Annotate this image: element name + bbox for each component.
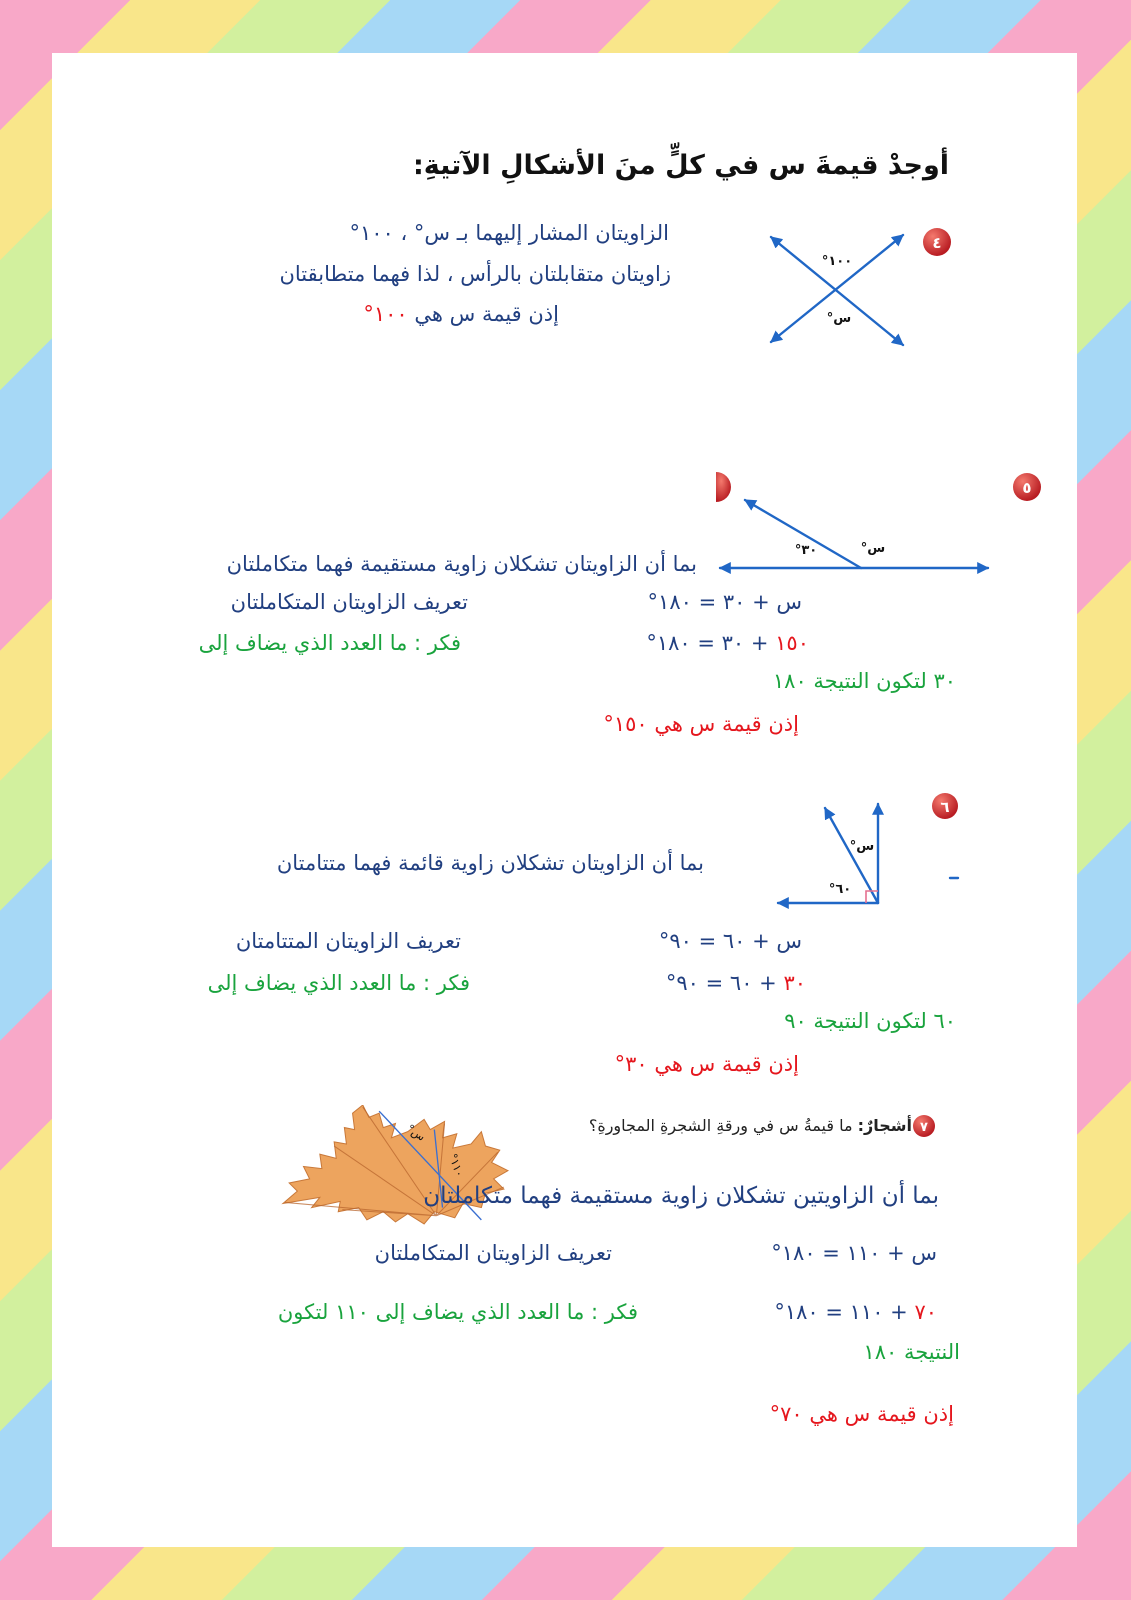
- solution-rest: + ٣٠ = ١٨٠°: [646, 631, 776, 655]
- problem-5-badge: [1013, 473, 1041, 501]
- angle-given-label: ٣٠°: [794, 543, 818, 558]
- answer-value: ٧٠°: [769, 1402, 803, 1426]
- angle-bottom-label: س°: [826, 311, 852, 326]
- angle-x-label: س°: [860, 541, 886, 556]
- problem-5-equation: س + ٣٠ = ١٨٠°: [647, 590, 802, 614]
- problem-6-solution: [666, 968, 806, 998]
- problem-5-hint-end: ٣٠ لتكون النتيجة ١٨٠: [772, 669, 956, 693]
- problem-6-hint-end: ٦٠ لتكون النتيجة ٩٠: [784, 1009, 956, 1033]
- problem-5-conclusion: [603, 709, 799, 739]
- badge-number: ٥: [1022, 479, 1032, 497]
- problem-5-definition: تعريف الزاويتان المتكاملتان: [230, 590, 468, 614]
- solution-value: ٧٠: [914, 1300, 937, 1324]
- solution-value: ٣٠: [783, 971, 806, 995]
- solution-rest: + ٦٠ = ٩٠°: [665, 971, 784, 995]
- problem-6-conclusion: [615, 1049, 799, 1079]
- problem-7-question: [589, 1115, 912, 1137]
- angle-top-label: ١٠٠°: [821, 254, 853, 269]
- leaf-angle-given-label: ١١٠°: [445, 1151, 467, 1179]
- problem-5-diagram: [720, 500, 988, 568]
- problem-7-hint: فكر : ما العدد الذي يضاف إلى ١١٠ لتكون: [277, 1300, 638, 1324]
- conclusion-text: إذن قيمة س هي: [414, 302, 559, 326]
- problem-4-line-2: زاويتان متقابلتان بالرأس ، لذا فهما متطابقتان: [279, 262, 671, 286]
- problem-7-reason: بما أن الزاويتين تشكلان زاوية مستقيمة فهما متكاملتان: [423, 1183, 939, 1209]
- problem-6-reason: بما أن الزاويتان تشكلان زاوية قائمة فهما متتامتان: [276, 851, 704, 875]
- cropped-badge-fragment: [716, 472, 731, 502]
- conclusion-text: إذن قيمة س هي: [809, 1402, 954, 1426]
- angle-given-label: ٦٠°: [828, 882, 852, 897]
- problem-5-reason: بما أن الزاويتان تشكلان زاوية مستقيمة فهما متكاملتان: [226, 552, 697, 576]
- answer-value: ١٥٠°: [603, 712, 648, 736]
- conclusion-text: إذن قيمة س هي: [654, 1052, 799, 1076]
- question-topic: أشجارٌ:: [857, 1116, 912, 1135]
- problem-4-diagram: [771, 235, 903, 345]
- problem-7-equation: س + ١١٠ = ١٨٠°: [771, 1241, 937, 1265]
- badge-number: ٦: [940, 798, 950, 816]
- problem-4-line-1: الزاويتان المشار إليهما بـ س° ، ١٠٠°: [349, 221, 669, 245]
- problem-6-definition: تعريف الزاويتان المتتامتان: [235, 929, 461, 953]
- answer-value: ١٠٠°: [363, 302, 408, 326]
- answer-value: ٣٠°: [614, 1052, 648, 1076]
- problem-6-badge: [932, 793, 958, 819]
- question-text: ما قيمةُ س في ورقةِ الشجرةِ المجاورةِ؟: [588, 1116, 853, 1135]
- problem-6-diagram: [778, 804, 878, 903]
- problem-6-hint: فكر : ما العدد الذي يضاف إلى: [207, 971, 470, 995]
- badge-number: ٤: [932, 234, 942, 252]
- solution-rest: + ١١٠ = ١٨٠°: [774, 1300, 915, 1324]
- page-title: أوجدْ قيمةَ س في كلٍّ منَ الأشكالِ الآتيةِ:: [412, 150, 949, 181]
- badge-number: ٧: [920, 1120, 928, 1135]
- problem-4-conclusion: [363, 299, 559, 329]
- leaf-angle-x-label: س°: [404, 1122, 428, 1144]
- problem-4-badge: [923, 228, 951, 256]
- problem-5-hint: فكر : ما العدد الذي يضاف إلى: [198, 631, 461, 655]
- problem-7-hint-end: النتيجة ١٨٠: [863, 1340, 960, 1364]
- angle-x-label: س°: [849, 839, 875, 854]
- problem-6-equation: س + ٦٠ = ٩٠°: [658, 929, 802, 953]
- problem-7-definition: تعريف الزاويتان المتكاملتان: [374, 1241, 612, 1265]
- problem-7-solution: [774, 1297, 937, 1327]
- problem-7-conclusion: [770, 1399, 954, 1429]
- problem-5-solution: [646, 628, 809, 658]
- problem-7-badge: [913, 1115, 935, 1137]
- solution-value: ١٥٠: [775, 631, 809, 655]
- conclusion-text: إذن قيمة س هي: [654, 712, 799, 736]
